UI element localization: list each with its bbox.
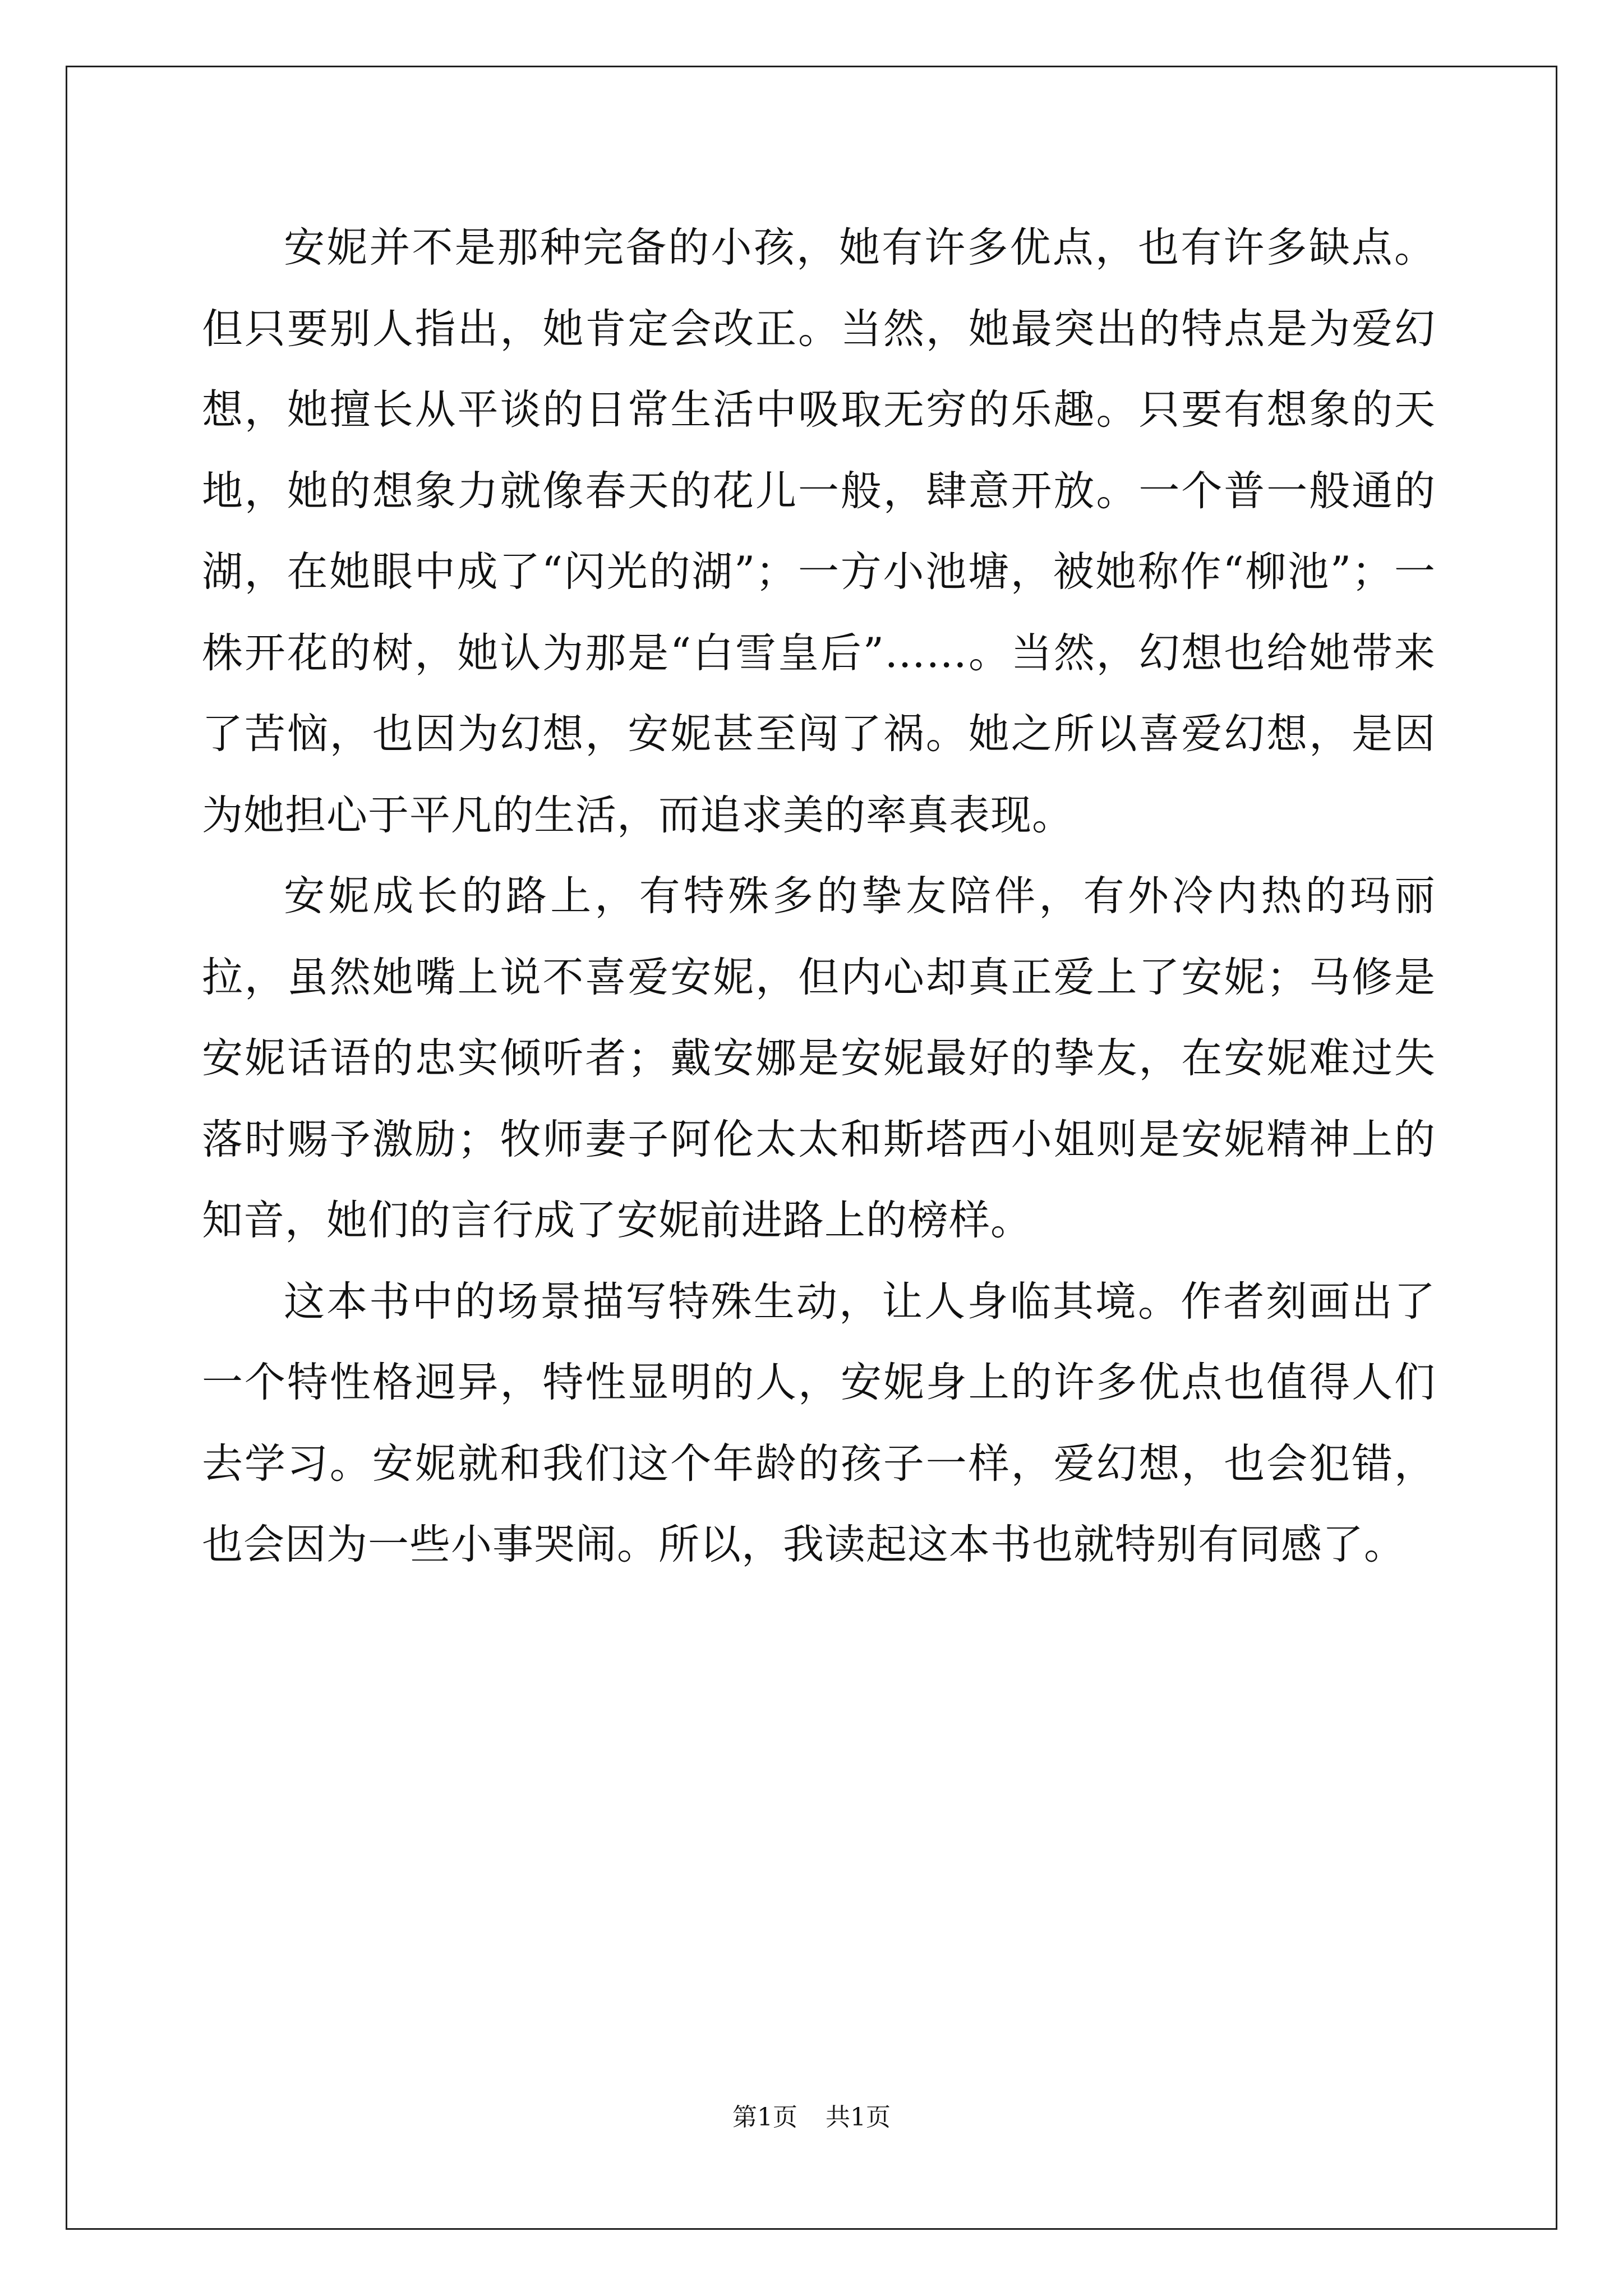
paragraph-2: 安妮成长的路上，有特殊多的挚友陪伴，有外冷内热的玛丽拉，虽然她嘴上说不喜爱安妮，但内心却真正爱上了安妮；马修是安妮话语的忠实倾听者；戴安娜是安妮最好的挚友，在安妮难过失落时赐予激励；牧师妻子阿伦太太和斯塔西小姐则是安妮精神上的知音，她们的言行成了安妮前进路上的榜样。 (202, 872, 1436, 1244)
paragraph-1: 安妮并不是那种完备的小孩，她有许多优点，也有许多缺点。但只要别人指出，她肯定会改正。当然，她最突出的特点是为爱幻想，她擅长从平谈的日常生活中吸取无穷的乐趣。只要有想象的天地，她的想象力就像春天的花儿一般，肆意开放。一个普一般通的湖，在她眼中成了“闪光的湖”；一方小池塘，被她称作“柳池”；一株开花的树，她认为那是“白雪皇后”……。当然，幻想也给她带来了苦恼，也因为幻想，安妮甚至闯了祸。她之所以喜爱幻想，是因为她担心于平凡的生活，而追求美的率真表现。 (202, 224, 1436, 839)
paragraph-3: 这本书中的场景描写特殊生动，让人身临其境。作者刻画出了一个特性格迥异，特性显明的人，安妮身上的许多优点也值得人们去学习。安妮就和我们这个年龄的孩子一样，爱幻想，也会犯错，也会因为一些小事哭闹。所以，我读起这本书也就特别有同感了。 (202, 1277, 1436, 1568)
page-footer (0, 2097, 1623, 2133)
document-body (202, 208, 1436, 1586)
page-number-current: 第1页 (732, 2103, 797, 2132)
page-number-total: 共1页 (826, 2103, 891, 2132)
